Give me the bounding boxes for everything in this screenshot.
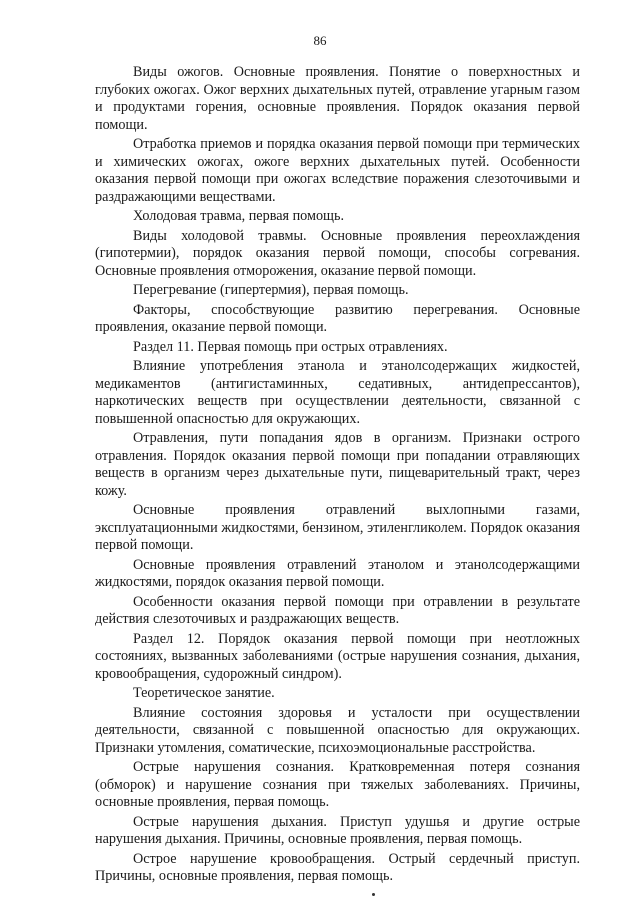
paragraph: Особенности оказания первой помощи при отравлении в результате действия слезоточивых и раздражающих веществ. — [95, 593, 580, 627]
paragraph: Отработка приемов и порядка оказания первой помощи при термических и химических ожогах, ожоге верхних дыхательных путей. Особенности оказания первой помощи при ожогах вследствие поражения слезоточивыми и раздражающими веществами. — [95, 136, 580, 205]
paragraph: Виды холодовой травмы. Основные проявления переохлаждения (гипотермии), порядок оказания первой помощи, способы согревания. Основные проявления отморожения, оказание первой помощи. — [95, 227, 580, 279]
section-heading: Раздел 12. Порядок оказания первой помощи при неотложных состояниях, вызванных заболеваниями (острые нарушения сознания, дыхания, кровообращения, судорожный синдром). — [95, 630, 580, 682]
paragraph: Основные проявления отравлений этанолом и этанолсодержащими жидкостями, порядок оказания первой помощи. — [95, 556, 580, 590]
paragraph: Факторы, способствующие развитию перегревания. Основные проявления, оказание первой помощи. — [95, 301, 580, 335]
paragraph: Влияние состояния здоровья и усталости при осуществлении деятельности, связанной с повышенной опасностью для окружающих. Признаки утомления, соматические, психоэмоциональные расстройства. — [95, 704, 580, 756]
paragraph: Острое нарушение кровообращения. Острый сердечный приступ. Причины, основные проявления, первая помощь. — [95, 850, 580, 884]
paragraph: Острые нарушения дыхания. Приступ удушья и другие острые нарушения дыхания. Причины, основные проявления, первая помощь. — [95, 813, 580, 847]
document-body — [95, 64, 580, 888]
paragraph: Виды ожогов. Основные проявления. Понятие о поверхностных и глубоких ожогах. Ожог верхних дыхательных путей, отравление угарным газом и продуктами горения, основные проявления. Порядок оказания первой помощи. — [95, 64, 580, 133]
paragraph: Острые нарушения сознания. Кратковременная потеря сознания (обморок) и нарушение сознания при тяжелых заболеваниях. Причины, основные проявления, первая помощь. — [95, 759, 580, 810]
section-heading: Раздел 11. Первая помощь при острых отравлениях. — [133, 338, 448, 355]
scan-speck — [372, 893, 375, 896]
paragraph: Основные проявления отравлений выхлопными газами, эксплуатационными жидкостями, бензином, этиленгликолем. Порядок оказания первой помощи. — [95, 502, 580, 553]
paragraph: Отравления, пути попадания ядов в организм. Признаки острого отравления. Порядок оказания первой помощи при попадании отравляющих веществ в организм через дыхательные пути, пищеварительный тракт, через кожу. — [95, 430, 580, 499]
paragraph: Теоретическое занятие. — [133, 685, 275, 701]
paragraph: Влияние употребления этанола и этанолсодержащих жидкостей, медикаментов (антигистаминных, седативных, антидепрессантов), наркотических веществ при осуществлении деятельности, связанной с повышенной опасностью для окружающих. — [95, 358, 580, 427]
paragraph: Перегревание (гипертермия), первая помощь. — [133, 282, 409, 298]
page-number: 86 — [313, 33, 327, 48]
paragraph: Холодовая травма, первая помощь. — [133, 208, 345, 224]
